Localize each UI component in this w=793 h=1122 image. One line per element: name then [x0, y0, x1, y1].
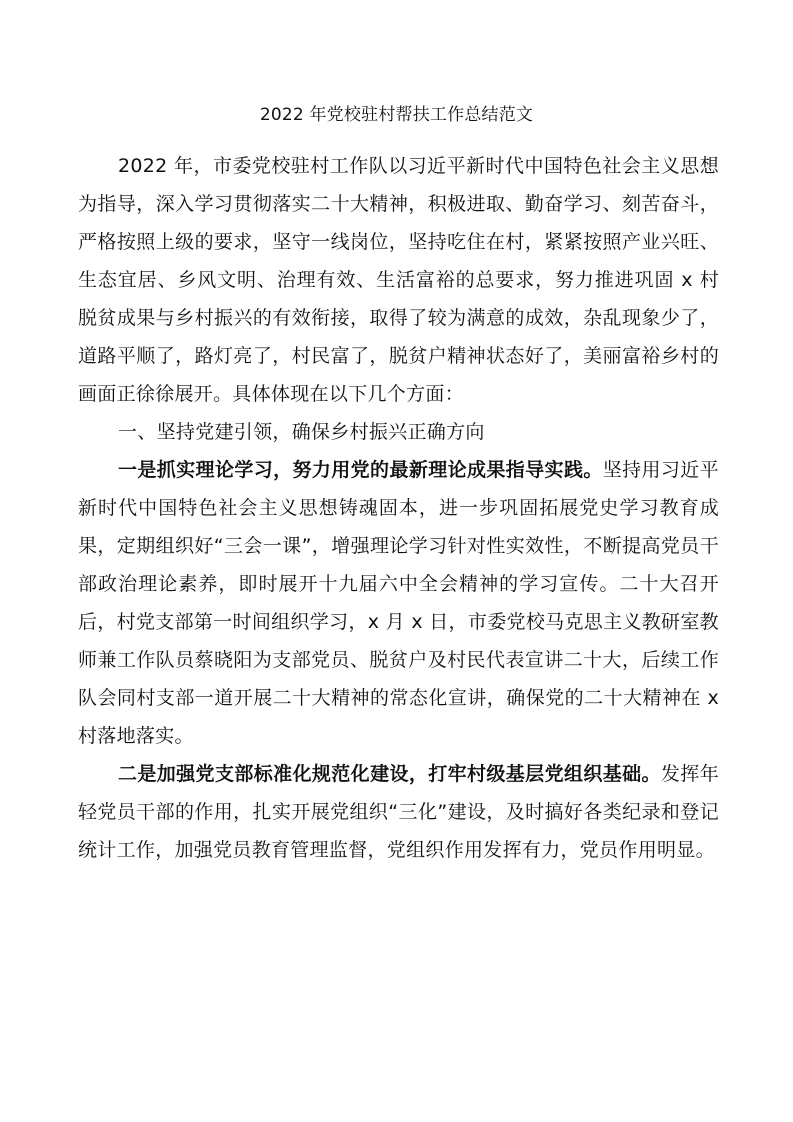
paragraph-lead: 二是加强党支部标准化规范化建设，打牢村级基层党组织基础。 [118, 763, 661, 785]
document-body [78, 147, 719, 869]
paragraph-text: 坚持用习近平新时代中国特色社会主义思想铸魂固本，进一步巩固拓展党史学习教育成果，定期组织好“三会一课”，增强理论学习针对性实效性，不断提高党员干部政治理论素养，即时展开十九届六中全会精神的学习宣传。二十大召开后，村党支部第一时间组织学习，x 月 x 日，市委党校马克思主义教研室教师兼工作队员蔡晓阳为支部党员、脱贫户及村民代表宣讲二十大，后续工作队会同村支部一道开展二十大精神的常态化宣讲，确保党的二十大精神在 x 村落地落实。 [78, 459, 719, 747]
document-title: 2022 年党校驻村帮扶工作总结范文 [259, 105, 534, 125]
paragraph-text: 发挥年轻党员干部的作用，扎实开展党组织“三化”建设，及时搞好各类纪录和登记统计工作，加强党员教育管理监督，党组织作用发挥有力，党员作用明显。 [78, 763, 720, 861]
section-heading [78, 413, 719, 451]
party-branch-paragraph [78, 755, 719, 869]
paragraph-text: 2022 年，市委党校驻村工作队以习近平新时代中国特色社会主义思想为指导，深入学习贯彻落实二十大精神，积极进取、勤奋学习、刻苦奋斗，严格按照上级的要求，坚守一线岗位，坚持吃住在村，紧紧按照产业兴旺、生态宜居、乡风文明、治理有效、生活富裕的总要求，努力推进巩固 x 村脱贫成果与乡村振兴的有效衔接，取得了较为满意的成效，杂乱现象少了，道路平顺了，路灯亮了，村民富了，脱贫户精神状态好了，美丽富裕乡村的画面正徐徐展开。具体体现在以下几个方面： [78, 155, 719, 405]
intro-paragraph [78, 147, 719, 413]
section-heading-text: 一、坚持党建引领，确保乡村振兴正确方向 [118, 421, 485, 443]
paragraph-lead: 一是抓实理论学习，努力用党的最新理论成果指导实践。 [118, 459, 603, 481]
theory-study-paragraph [78, 451, 719, 755]
